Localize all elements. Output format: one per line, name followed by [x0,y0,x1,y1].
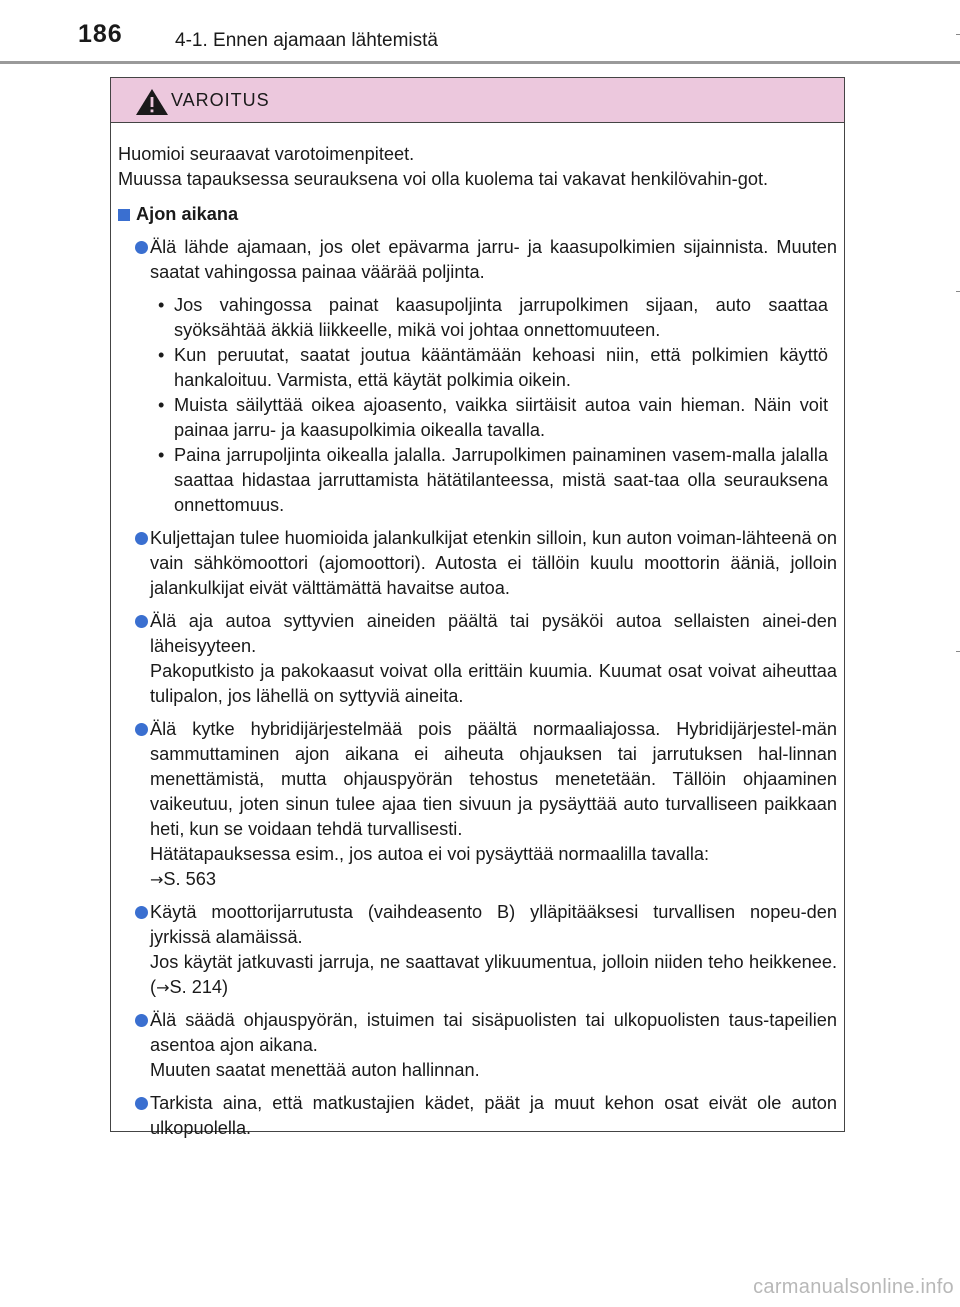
edge-mark [956,651,960,652]
warning-header [111,78,844,123]
bullet-text: Tarkista aina, että matkustajien kädet, päät ja muut kehon osat eivät ole auton ulkopuolella. [150,1093,837,1138]
sub-bullet-icon: • [158,345,165,365]
bullet-text: Käytä moottorijarrutusta (vaihdeasento B) ylläpitääksesi turvallisen nopeu-den jyrkissä alamäissä. [150,902,837,947]
bullet-dot-icon [135,723,148,736]
header-rule [0,61,960,64]
list-item [118,717,837,892]
bullet-dot-icon [135,615,148,628]
bullet-text: Jos käytät jatkuvasti jarruja, ne saattavat ylikuumentua, jolloin niiden teho heikkenee. ( [150,952,837,997]
warning-triangle-icon [135,88,171,116]
edge-mark [956,34,960,35]
reference-text: S. 563 [163,869,216,889]
section-heading-text: Ajon aikana [136,204,239,224]
list-item [118,609,837,709]
page-number: 186 [78,20,123,48]
bullet-dot-icon [135,532,148,545]
page-header [0,0,960,64]
bullet-text: Älä säädä ohjauspyörän, istuimen tai sisäpuolisten tai ulkopuolisten taus-tapeilien asentoa ajon aikana. [150,1010,837,1055]
sub-item-text: Kun peruutat, saatat joutua kääntämään kehoasi niin, että polkimien käyttö hankaloituu. Varmista, että käytät polkimia oikein. [174,345,828,390]
warning-label: VAROITUS [171,90,270,110]
list-item [118,526,837,601]
list-item [118,1091,837,1141]
bullet-dot-icon [135,241,148,254]
warning-intro [118,142,837,192]
bullet-text: Kuljettajan tulee huomioida jalankulkijat etenkin silloin, kun auton voiman-lähteenä on vain sähkömoottori (ajomoottori). Autosta ei tällöin kuulu moottorin ääniä, jolloin jalankulkijat eivät välttämättä havaitse autoa. [150,528,837,598]
reference-text: S. 214) [169,977,229,997]
sub-bullet-icon: • [158,395,165,415]
arrow-right-icon: → [150,870,164,889]
bullet-dot-icon [135,1097,148,1110]
list-item [118,1008,837,1083]
intro-line: Muussa tapauksessa seurauksena voi olla kuolema tai vakavat henkilövahin-got. [118,169,769,189]
sub-list-item [150,443,828,518]
warning-box [110,77,845,1138]
sub-item-text: Muista säilyttää oikea ajoasento, vaikka siirtäisit autoa vain hieman. Näin voit painaa jarru- ja kaasupolkimia oikealla tavalla. [174,395,828,440]
sub-item-text: Jos vahingossa painat kaasupoljinta jarrupolkimen sijaan, auto saattaa syöksähtää äkkiä liikkeelle, mikä voi johtaa onnettomuuteen. [174,295,828,340]
bullet-text: Hätätapauksessa esim., jos autoa ei voi pysäyttää normaalilla tavalla: [150,844,710,864]
bullet-text: Älä aja autoa syttyvien aineiden päältä tai pysäköi autoa sellaisten ainei-den läheisyyteen. [150,611,837,656]
bullet-text: Muuten saatat menettää auton hallinnan. [150,1060,480,1080]
list-item [118,900,837,1000]
sub-list [150,293,837,518]
sub-bullet-icon: • [158,295,165,315]
sub-item-text: Paina jarrupoljinta oikealla jalalla. Jarrupolkimen painaminen vasem-malla jalalla saattaa hidastaa jarruttamista hätätilanteessa, mistä saat-taa olla seurauksena onnettomuus. [174,445,828,515]
square-bullet-icon [118,209,130,221]
edge-mark [956,291,960,292]
bullet-text-with-reference [150,950,837,1000]
bullet-text: Älä kytke hybridijärjestelmää pois päältä normaaliajossa. Hybridijärjestel-män sammuttaminen ajon aikana ei aiheuta ohjauksen tai jarrutuksen hal-linnan menettämistä, mutta ohjauspyörän tehostus menetetään. Tällöin ohjaaminen vaikeutuu, joten sinun tulee ajaa tien sivuun ja pysäyttää auto turvalliseen paikkaan heti, kun se voidaan tehdä turvallisesti. [150,719,837,839]
sub-list-item [150,393,828,443]
section-title: 4-1. Ennen ajamaan lähtemistä [175,30,438,51]
bullet-dot-icon [135,906,148,919]
sub-bullet-icon: • [158,445,165,465]
warning-body [111,142,844,1141]
arrow-right-icon: → [156,978,170,997]
bullet-text: Pakoputkisto ja pakokaasut voivat olla erittäin kuumia. Kuumat osat voivat aiheuttaa tulipalon, jos lähellä on syttyviä aineita. [150,661,837,706]
intro-line: Huomioi seuraavat varotoimenpiteet. [118,144,415,164]
bullet-text: Älä lähde ajamaan, jos olet epävarma jarru- ja kaasupolkimien sijainnista. Muuten saatat vahingossa painaa väärää poljinta. [150,237,837,282]
bullet-dot-icon [135,1014,148,1027]
sub-list-item [150,293,828,343]
page-reference [150,867,837,892]
sub-list-item [150,343,828,393]
watermark-text: carmanualsonline.info [753,1276,954,1298]
list-item [118,235,837,518]
section-heading [118,202,837,227]
